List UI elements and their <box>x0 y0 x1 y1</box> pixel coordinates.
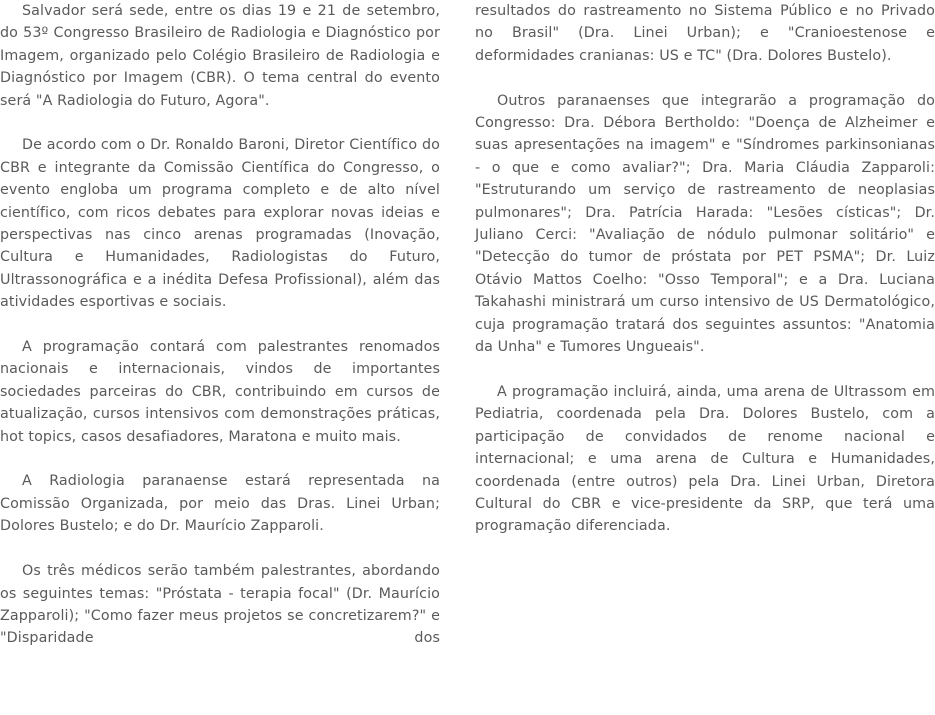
paragraph-programacao: A programação contará com palestrantes renomados nacionais e internacionais, vindos de importantes sociedades parceiras do CBR, contribuindo em cursos de atualização, cursos intensivos com demonstrações práticas, hot topics, casos desafiadores, Maratona e muito mais. <box>0 339 440 445</box>
paragraph-arenas: A programação incluirá, ainda, uma arena de Ultrassom em Pediatria, coordenada pela Dra. Dolores Bustelo, com a participação de convidados de renome nacional e internacional; e uma arena de Cultura e Humanidades, coordenada (entre outros) pela Dra. Linei Urban, Diretora Cultural do CBR e vice-presidente da SRP, que terá uma programação diferenciada. <box>475 383 935 535</box>
paragraph-outros-paranaenses: Outros paranaenses que integrarão a programação do Congresso: Dra. Débora Bertholdo: "Doença de Alzheimer e suas apresentações na imagem" e "Síndromes parkinsonianas - o que e como avaliar?"; Dra. Maria Cláudia Zapparoli: "Estruturando um serviço de rastreamento de neoplasias pulmonares"; Dra. Patrícia Harada: "Lesões císticas"; Dr. Juliano Cerci: "Avaliação de nódulo pulmonar solitário" e "Detecção do tumor de próstata por PET PSMA"; Dr. Luiz Otávio Mattos Coelho: "Osso Temporal"; e a Dra. Luciana Takahashi ministrará um curso intensivo de US Dermatológico, cuja programação tratará dos seguintes assuntos: "Anatomia da Unha" e Tumores Ungueais". <box>475 92 935 356</box>
paragraph-intro: Salvador será sede, entre os dias 19 e 21 de setembro, do 53º Congresso Brasileiro de Radiologia e Diagnóstico por Imagem, organizado pelo Colégio Brasileiro de Radiologia e Diagnóstico por Imagem (CBR). O tema central do evento será "A Radiologia do Futuro, Agora". <box>0 3 440 109</box>
paragraph-palestrantes: Os três médicos serão também palestrantes, abordando os seguintes temas: "Próstata - terapia focal" (Dr. Maurício Zapparoli); "Como fazer meus projetos se concretizarem?" e "Disparidade dos <box>0 563 440 647</box>
paragraph-comissao: A Radiologia paranaense estará representada na Comissão Organizada, por meio das Dras. Linei Urban; Dolores Bustelo; e do Dr. Maurício Zapparoli. <box>0 473 440 535</box>
left-column <box>0 0 440 672</box>
paragraph-palestrantes-continued: resultados do rastreamento no Sistema Público e no Privado no Brasil" (Dra. Linei Urban); e "Cranioestenose e deformidades cranianas: US e TC" (Dra. Dolores Bustelo). <box>475 3 935 64</box>
right-column <box>475 0 935 560</box>
paragraph-baroni: De acordo com o Dr. Ronaldo Baroni, Diretor Científico do CBR e integrante da Comissão Científica do Congresso, o evento engloba um programa completo e de alto nível científico, com ricos debates para explorar novas ideias e perspectivas nas cinco arenas programadas (Inovação, Cultura e Humanidades, Radiologistas do Futuro, Ultrassonográfica e a inédita Defesa Profissional), além das atividades esportivas e sociais. <box>0 137 440 311</box>
